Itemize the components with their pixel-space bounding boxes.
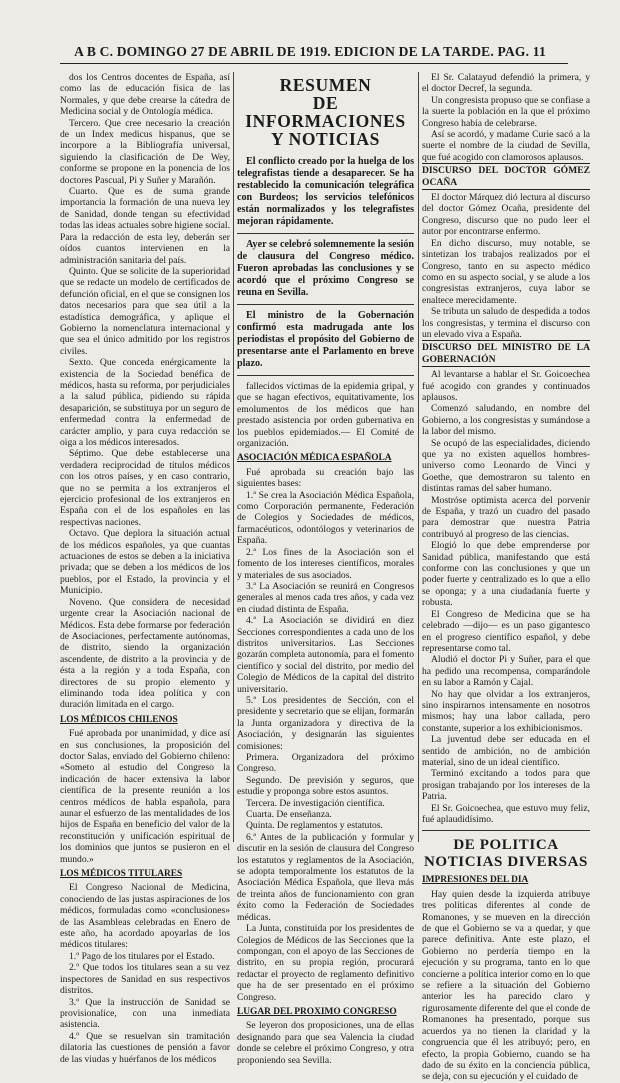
col2-section1-paragraph: 3.ª La Asociación se reunirá en Congresos generales al menos cada tres años, y cada vez en ciudad distinta de España. [237,580,414,615]
column-rule-2 [418,72,419,842]
col1-paragraphs [60,72,230,711]
col3-section2-paragraph: Elogió lo que debe emprenderse por Sanidad pública, manifestando que está conforme con las conclusiones y que un poder fuerte y centralizado es lo que a ello se oponga; y a una ciudadanía fuerte y robusta. [422,540,590,609]
col2-section1-paragraph: 5.ª Los presidentes de Sección, con el presidente y secretario que se elijan, formarán la Junta organizadora y directiva de la Asociación, y designarán las siguientes comisiones: [237,694,414,752]
col3-section2-paragraph: Mostróse optimista acerca del porvenir de España, y trazó un cuadro del pasado para demostrar que nuestra Patria contribuyó al progreso de las ciencias. [422,494,590,540]
col3-section1-paragraph: En dicho discurso, muy notable, se sintetizan los trabajos realizados por el Congreso, tanto en su aspecto médico como en su aspecto social, y se alude a los congresistas extranjeros, cuya labor se enaltece merecidamente. [422,237,590,306]
top-rule [60,63,568,64]
col3-section2-paragraph: Se ocupó de las especialidades, diciendo que ya no existen aquellos hombres-universo como Leonardo de Vinci y Goethe, que demostraron su talento en distintas ramas del saber humano. [422,437,590,495]
headline-line: RESUMEN [279,75,372,95]
col1-section2-paragraph: 4.º Que se resuelvan sin tramitación dilatoria las cuestiones de pensión a favor de las viudas y huérfanos de los médicos [60,1030,230,1065]
politics-headline [422,837,590,871]
page-folio: A B C. DOMINGO 27 DE ABRIL DE 1919. EDICION DE LA TARDE. PAG. 11 [74,44,546,59]
col1-paragraph: Sexto. Que conceda enérgicamente la existencia de la Sociedad benéfica de médicos, hasta su reforma, por perjudiciales a la salud pública, pidiendo su rápida desaparición, se substituya por un seguro de enfermedad contra la enfermedad de carácter amplio, y para cuya redacción se oiga a los médicos interesados. [60,357,230,448]
col1-section2-paragraph: 1.º Pago de los titulares por el Estado. [69,950,215,962]
col2-section1-paragraph: Fué aprobada su creación bajo las siguientes bases: [237,466,414,490]
col3-section2-paragraph: Comenzó saludando, en nombre del Gobierno, a los congresistas y sumándose a la labor del mismo. [422,403,590,438]
col3-section2-paragraph: El Congreso de Medicina que se ha celebrado —dijo— es un paso gigantesco en el progreso científico español, y debe representarse como tal. [422,608,590,654]
divider [237,304,414,305]
col1-paragraph: Octavo. Que deplora la situación actual de los médicos españoles, ya que cuantas actuaciones de estos se deben a la iniciativa privada; que se deben a los médicos de los pueblos, por el Estado, la provincia y el Municipio. [60,528,230,597]
col1-paragraph: Quinto. Que se solicite de la superioridad que se redacte un modelo de certificados de defunción oficial, en el que se consignen los datos necesarios para que sea útil a la estadística demográfica, y aplique el Gobierno la nomenclatura internacional y que sea el único admitido por los registros civiles. [60,265,230,357]
headline-line: Y NOTICIAS [271,129,380,149]
col2-section2-paragraph: Se leyeron dos proposiciones, una de ellas designando para que sea Valencia la ciudad donde se celebre el próximo Congreso, y otra proponiendo sea Sevilla. [237,1020,414,1066]
col1-paragraph: Noveno. Que considera de necesidad urgente crear la Asociación nacional de Médicos. Esta debe formarse por federación de Asociaciones, perfectamente autónomas, de distrito, siendo la organización ascendente, de distrito a la provincia y de ésta a la región y a toda España, con directores de su propio elemento y eliminando toda idea política y con duración limitada en el cargo. [60,596,230,711]
col3-intro-paragraph: El Sr. Calatayud defendió la primera, y el doctor Decref, la segunda. [422,72,590,95]
col1-section2-paragraph: 3.º Que la instrucción de Sanidad se provisionalice, con una inmediata asistencia. [60,996,230,1031]
divider [422,830,590,831]
lead-item: Ayer se celebró solemnemente la sesión de clausura del Congreso médico. Fueron aprobadas las conclusiones y se acordó que el próximo Congreso se reuna en Sevilla. [237,239,414,298]
headline-line: DE POLITICA [453,837,559,854]
lead-item: El conflicto creado por la huelga de los telegrafistas tiende a desaparecer. Se ha restablecido la comunicación telegráfica con Burdeos; los servicios telefónicos están normalizados y los telegrafistes mejoran rápidamente. [237,156,414,227]
section-heading: LOS MÉDICOS CHILENOS [60,714,178,725]
column-3 [422,72,590,1083]
column-2 [237,72,414,1066]
col1-paragraph: Séptimo. Que debe establecerse una verdadera reciprocidad de títulos médicos con los otros países, y en caso contrario, que no se permita a los extranjeros el ejercicio profesional de los extranjeros en España con el de los españoles en las respectivas naciones. [60,448,230,528]
section-heading: IMPRESIONES DEL DIA [422,875,529,886]
divider [237,233,414,234]
col3-section2-paragraph: El Sr. Goicoechea, que estuvo muy feliz, fué aplaudidísimo. [422,802,590,825]
col3-section1-paragraph: El doctor Márquez dió lectura al discurso del doctor Gómez Ocaña, presidente del Congreso, discurso que no pudo leer el autor por encontrarse enfermo. [422,192,590,238]
section-heading: LOS MÉDICOS TITULARES [60,869,183,880]
col3-section2-paragraph: Terminó excitando a todos para que prosigan trabajando por los intereses de la Patria. [422,768,590,803]
section-heading: DISCURSO DEL DOCTOR GÓMEZ OCAÑA [422,163,590,190]
section-heading: LUGAR DEL PROXIMO CONGRESO [237,1006,397,1017]
col1-paragraph: dos los Centros docentes de España, así como las de educación física de las Normales, y que debe crearse la cátedra de Medicina social y de Ontología médica. [60,72,230,118]
col2-section1-paragraph: La Junta, constituida por los presidentes de Colegios de Médicos de las Secciones que la compongan, con el apoyo de las Secciones de distrito, en su propia región, procurará redactar el proyecto de reglamento definitivo que ha de ser presentado en el próximo Congreso. [237,923,414,1003]
column-rule-1 [233,72,234,842]
col1-section2-paragraph: El Congreso Nacional de Medicina, conociendo de las justas aspiraciones de los médicos, formuladas como «conclusiones» de las Asambleas celebradas en Enero de este año, ha acordado apoyarlas de los médicos titulares: [60,882,230,951]
col3-section1-paragraph: Se tributa un saludo de despedida a todos los congresistas, y termina el discurso con un elevado viva a España. [422,306,590,340]
col2-section1-paragraph: Cuarta. De enseñanza. [246,809,332,821]
col1-section1-paragraph: Fué aprobada por unanimidad, y dice así en sus conclusiones, la proposición del doctor Salas, enviado del Gobierno chileno: «Someto al estudio del Congreso la indicación de hacer extensiva la labor científica de la presente reunión a los centros médicos de habla española, para aunar el esfuerzo de las mentalidades de los hijos de España en beneficio del valor de la reconstitución y unificación espiritual de los dominios que juntos se pusieron en el mundo.» [60,728,230,865]
col2-section1-paragraph: Segundo. De previsión y seguros, que estudie y proponga sobre estos asuntos. [237,774,414,798]
headline-line: NOTICIAS DIVERSAS [424,854,588,871]
col2-section1-paragraph: Quinta. De reglamentos y estatutos. [246,820,383,832]
col2-section1-paragraph: 4.ª La Asociación se dividirá en diez Secciones correspondientes a cada uno de los distritos universitarios. Las Secciones gozarán completa autonomía, para el fomento científico y social del distrito, por medio del Colegio de Médicos de la capital del distrito universitario. [237,615,414,695]
continuation-paragraph: fallecidos víctimas de la epidemia gripal, y que se hagan efectivos, equitativamente, los emolumentos de los médicos que han prestado asistencia por orden gubernativa en los pueblos epidemiados.— El Comité de organización. [237,381,414,450]
col3-section2-paragraph: La juventud debe ser educada en el sentido de ambición, no de ambición material, sino de un ideal científico. [422,734,590,768]
col3-section2-paragraph: No hay que olvidar a los extranjeros, sino inspirarnos intensamente en nosotros mismos; hay una labor callada, pero constante, superior a los exhibicionismos. [422,688,590,734]
col3-intro-paragraph: Un congresista propuso que se confiase a la suerte la población en la que el próximo Congreso había de celebrarse. [422,94,590,129]
col1-paragraph: Cuarto. Que es de suma grande importancia la formación de una nueva ley de Sanidad, donde tengan su efectividad todas las ideas actuales sobre higiene social. Para la redacción de esta ley, deberán ser oídos cuantos intervienen en la administración sanitaria del país. [60,186,230,266]
col2-section1-paragraph: 6.ª Antes de la publicación y formular y discutir en la sesión de clausura del Congreso los estatutos y reglamentos de la Asociación, se adopta temporalmente los estatutos de la Asociación Médica Española, que lleva más de treinta años de funcionamiento con gran éxito como la Federación de Sociedades médicas. [237,831,414,923]
col1-section2-paragraph: 2.º Que todos los titulares sean a su vez inspectores de Sanidad en sus respectivos distritos. [60,962,230,997]
col3-section3-paragraph: Hay quien desde la izquierda atribuye tres políticas diferentes al conde de Romanones, y se mueven en la dirección de que el Gobierno se va a quedar, y que parece definitiva. Ante este plazo, el Gobierno no perdería tiempo en la ejecución y su programa, tanto en lo que concierne a política interior como en lo que se refiere a la situación del Gobierno anterior les ha parecido claro y rigurosamente diferente del que el conde de Romanones ha presentado, porque sus acuerdos ya no tienen la claridad y la congruencia que él les atribuyó; pero, en efecto, la propia Gobierno, cuando se ha dado de su éxito en la conciencia pública, se deja, con su ejecución y el cuidado de [422,888,590,1083]
col1-paragraph: Tercero. Que cree necesario la creación de un Index medicus hispanus, que se incorpore a la Bibliografía universal, siguiendo la clasificación de De Wey, conforme se propone en la ponencia de los doctores Pascual, Pi y Suñer y Marañón. [60,117,230,186]
col3-section2-paragraph: Al levantarse a hablar el Sr. Goicoechea fué acogido con grandes y continuados aplausos. [422,369,590,403]
summary-headline [237,76,414,148]
divider [237,375,414,376]
headline-line: DE INFORMACIONES [245,93,406,131]
section-heading: ASOCIACIÓN MÉDICA ESPAÑOLA [237,453,392,464]
column-1 [60,72,230,1065]
lead-item: El ministro de la Gobernación confirmó esta madrugada ante los periodistas el propósito del Gobierno de presentarse ante el Parlamento en breve plazo. [237,310,414,369]
col2-section1-paragraph: 2.ª Los fines de la Asociación son el fomento de los intereses científicos, morales y materiales de sus asociados. [237,546,414,581]
col3-section2-paragraph: Aludió el doctor Pi y Suñer, para el que ha pedido una recompensa, comparándole en su labor a Ramón y Cajal. [422,654,590,689]
col2-section1-paragraph: Primera. Organizadora del próximo Congreso. [237,752,414,775]
col2-section1-paragraph: 1.ª Se crea la Asociación Médica Española, como Corporación permanente, Federación de Colegios y Sociedades de médicos, farmacéuticos, odontólogos y veterinarios de España. [237,489,414,547]
section-heading: DISCURSO DEL MINISTRO DE LA GOBERNACIÓN [422,340,590,367]
col3-intro-paragraph: Así se acordó, y madame Curie sacó a la suerte el nombre de la ciudad de Sevilla, que fué acogido con clamorosos aplausos. [422,129,590,163]
col2-section1-paragraph: Tercera. De investigación científica. [246,797,385,809]
